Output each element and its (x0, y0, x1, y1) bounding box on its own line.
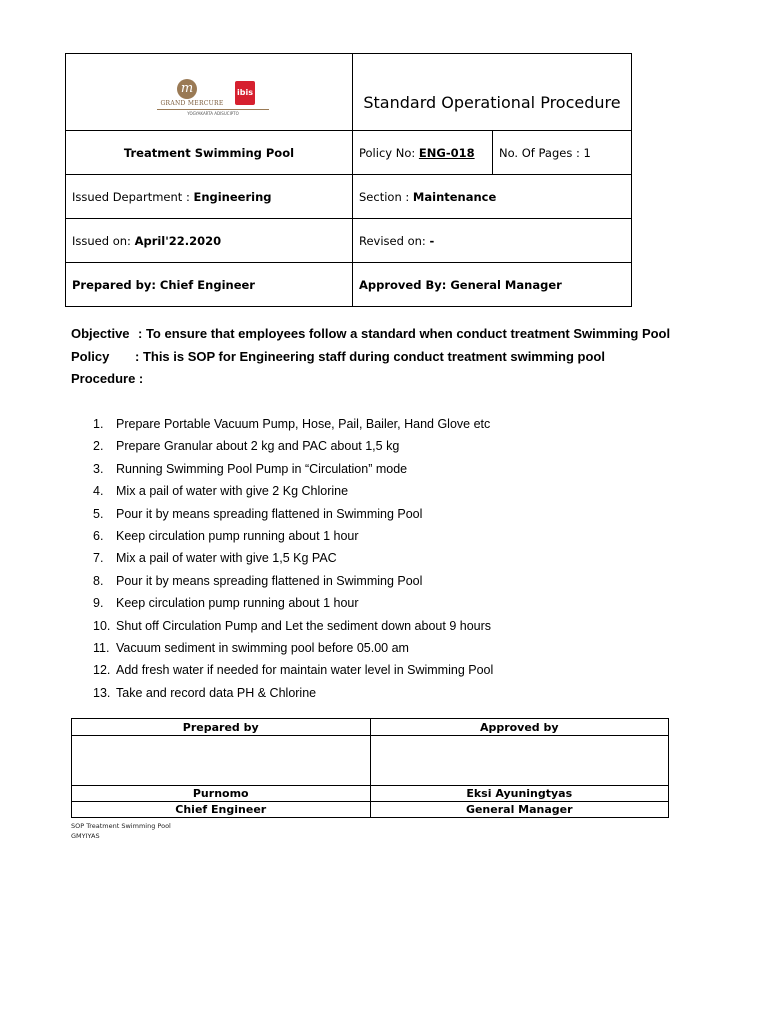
policy-text: : This is SOP for Engineering staff during conduct treatment swimming pool (135, 348, 605, 364)
procedure-step-text: Prepare Granular about 2 kg and PAC about 1,5 kg (116, 439, 400, 454)
signature-table (71, 718, 669, 818)
procedure-heading: Procedure : (71, 371, 144, 386)
issued-label: Issued on: (72, 233, 135, 248)
footer-line-1: SOP Treatment Swimming Pool (71, 822, 171, 830)
grand-mercure-seal-icon: m (177, 79, 197, 99)
ibis-logo-icon: ibis (235, 81, 255, 105)
procedure-step (93, 503, 493, 525)
approved-name: Eksi Ayuningtyas (370, 786, 669, 802)
pages-text: No. Of Pages : 1 (499, 145, 591, 160)
approved-by-text: Approved By: General Manager (359, 277, 562, 292)
footer-line-2: GMYIYAS (71, 832, 100, 840)
procedure-step-text: Mix a pail of water with give 1,5 Kg PAC (116, 551, 337, 566)
department-cell (66, 175, 353, 219)
procedure-step-text: Keep circulation pump running about 1 hour (116, 596, 359, 611)
procedure-step-text: Prepare Portable Vacuum Pump, Hose, Pail, Bailer, Hand Glove etc (116, 417, 491, 431)
issued-value: April'22.2020 (134, 233, 222, 248)
prepared-by-text: Prepared by: Chief Engineer (72, 277, 255, 292)
procedure-step-number: 2. (93, 439, 104, 454)
procedure-step-text: Add fresh water if needed for maintain water level in Swimming Pool (116, 663, 494, 678)
section-cell (353, 175, 632, 219)
procedure-step-number: 8. (93, 573, 104, 588)
procedure-step-number: 4. (93, 484, 104, 499)
procedure-step (93, 458, 493, 480)
objective-text: : To ensure that employees follow a standard when conduct treatment Swimming Pool (138, 326, 671, 341)
procedure-step-text: Mix a pail of water with give 2 Kg Chlorine (116, 484, 349, 499)
document-title: Standard Operational Procedure (363, 92, 621, 112)
procedure-step (93, 659, 493, 681)
prepared-name: Purnomo (72, 786, 371, 802)
logo-divider (157, 109, 269, 110)
objective-row (71, 323, 670, 346)
revised-label: Revised on: (359, 233, 430, 248)
approved-head: Approved by (370, 719, 669, 736)
prepared-title: Chief Engineer (72, 802, 371, 818)
revised-value: - (429, 233, 435, 248)
approved-signature-box (370, 736, 669, 786)
procedure-step (93, 637, 493, 659)
procedure-step-number: 6. (93, 529, 104, 544)
procedure-step-number: 1. (93, 417, 104, 431)
subject-cell (66, 131, 353, 175)
department-value: Engineering (193, 189, 272, 204)
approved-by-cell (353, 263, 632, 307)
prepared-signature-box (72, 736, 371, 786)
prepared-by-cell (66, 263, 353, 307)
procedure-list (93, 413, 493, 704)
policy-label: Policy (71, 348, 110, 364)
department-label: Issued Department : (72, 189, 194, 204)
policy-pages-split (353, 131, 631, 174)
issued-cell (66, 219, 353, 263)
document-footer (71, 821, 171, 841)
prepared-head: Prepared by (72, 719, 371, 736)
procedure-step-text: Vacuum sediment in swimming pool before 05.00 am (116, 641, 409, 656)
procedure-step (93, 615, 493, 637)
procedure-step (93, 570, 493, 592)
procedure-step-text: Keep circulation pump running about 1 hour (116, 529, 359, 544)
subject-text: Treatment Swimming Pool (123, 145, 295, 160)
procedure-step (93, 547, 493, 569)
logo-cell (66, 54, 353, 131)
objective-policy-block (71, 323, 670, 391)
procedure-step (93, 435, 493, 457)
procedure-step-number: 7. (93, 551, 104, 566)
hotel-logo (149, 67, 269, 117)
procedure-step (93, 592, 493, 614)
approved-title: General Manager (370, 802, 669, 818)
procedure-step-text: Shut off Circulation Pump and Let the sediment down about 9 hours (116, 618, 492, 633)
policy-no-value: ENG-018 (418, 145, 475, 160)
procedure-step-number: 10. (93, 618, 111, 633)
revised-cell (353, 219, 632, 263)
section-label: Section : (359, 189, 413, 204)
procedure-step (93, 525, 493, 547)
policy-no-cell (353, 131, 493, 174)
procedure-step-number: 11. (93, 641, 110, 656)
procedure-step (93, 480, 493, 502)
procedure-step (93, 682, 493, 704)
policy-pages-cell (353, 131, 632, 175)
procedure-step (93, 413, 493, 435)
procedure-step-number: 3. (93, 461, 104, 476)
pages-cell (493, 131, 632, 174)
grand-mercure-wordmark: GRAND MERCURE (160, 100, 224, 107)
procedure-step-number: 12. (93, 663, 111, 678)
procedure-step-text: Pour it by means spreading flattened in Swimming Pool (116, 573, 423, 588)
procedure-step-number: 9. (93, 596, 104, 611)
logo-location: YOGYAKARTA ADISUCIPTO (187, 111, 239, 116)
document-title-cell (353, 54, 632, 131)
policy-row (71, 346, 670, 369)
procedure-step-text: Pour it by means spreading flattened in Swimming Pool (116, 506, 423, 521)
policy-no-label: Policy No: (359, 145, 419, 160)
procedure-step-text: Take and record data PH & Chlorine (116, 685, 317, 700)
procedure-step-text: Running Swimming Pool Pump in “Circulation” mode (116, 461, 408, 476)
procedure-step-number: 5. (93, 506, 104, 521)
section-value: Maintenance (412, 189, 497, 204)
objective-label: Objective (71, 326, 130, 341)
sop-header-table (65, 53, 632, 307)
procedure-step-number: 13. (93, 685, 111, 700)
